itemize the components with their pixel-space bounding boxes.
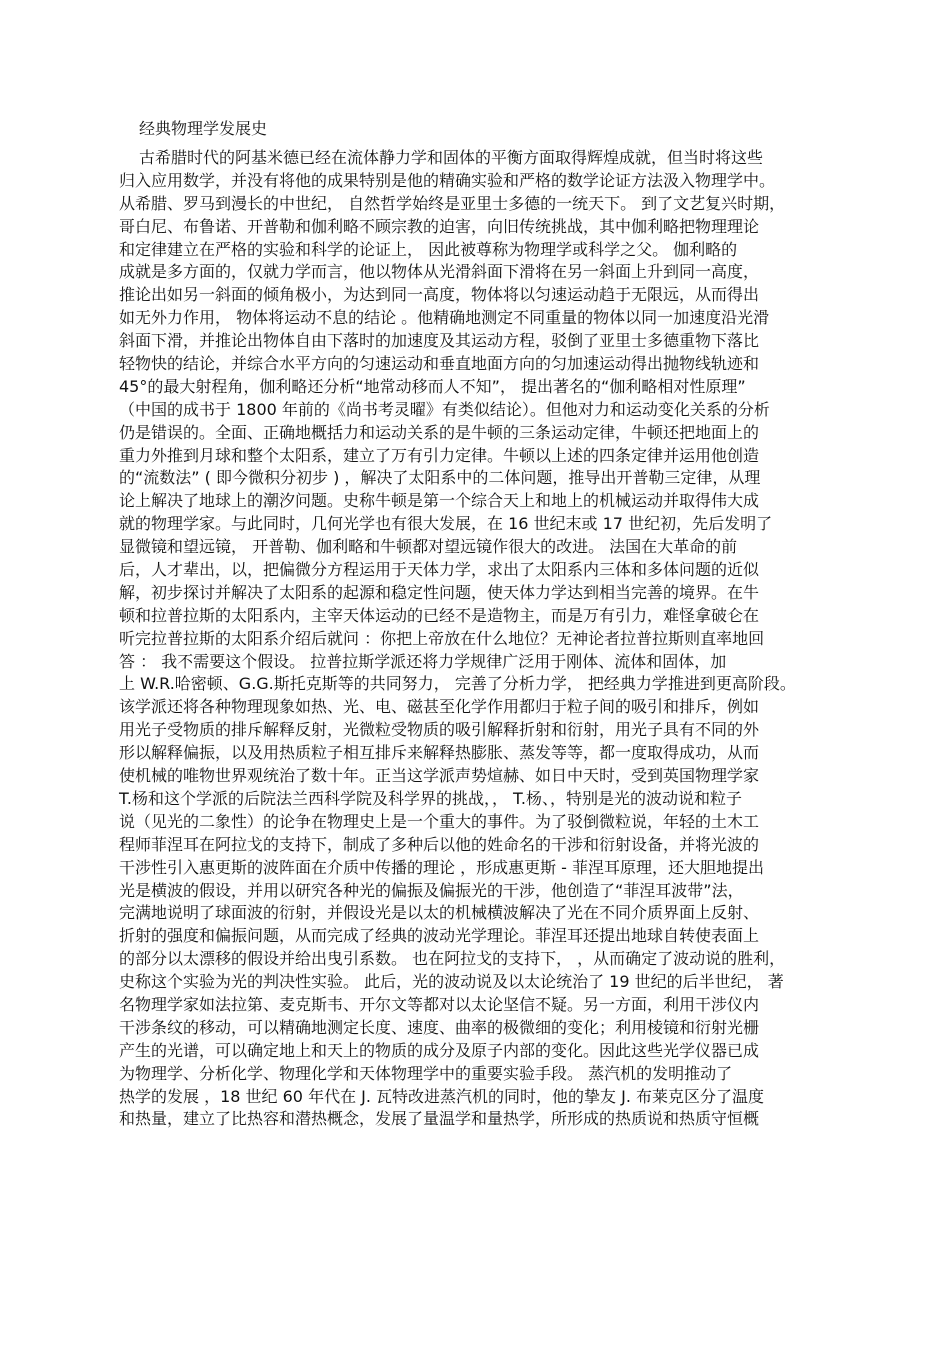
text-line: 完满地说明了球面波的衍射，并假设光是以太的机械横波解决了光在不同介质界面上反射、 <box>119 903 760 923</box>
text-line: 从希腊、罗马到漫长的中世纪， 自然哲学始终是亚里士多德的一统天下。 到了文艺复兴时期， <box>119 193 786 213</box>
text-line: 使机械的唯物世界观统治了数十年。正当这学派声势煊赫、如日中天时，受到英国物理学家 <box>119 766 760 786</box>
text-line: 热学的发展 ，18 世纪 60 年代在 J. 瓦特改进蒸汽机的同时，他的挚友 J. 布莱克区分了温度 <box>119 1086 765 1106</box>
text-line: 如无外力作用， 物体将运动不息的结论 。他精确地测定不同重量的物体以同一加速度沿光滑 <box>119 308 770 328</box>
text-line: 归入应用数学，并没有将他的成果特别是他的精确实验和严格的数学论证方法汲入物理学中。 <box>119 170 776 190</box>
text-line: 光是横波的假设，并用以研究各种光的偏振及偏振光的干涉，他创造了“菲涅耳波带”法， <box>119 880 744 900</box>
text-line: 程师菲涅耳在阿拉戈的支持下，制成了多种后以他的姓命名的干涉和衍射设备，并将光波的 <box>119 834 760 854</box>
text-line: 哥白尼、布鲁诺、开普勒和伽利略不顾宗教的迫害，向旧传统挑战，其中伽利略把物理理论 <box>119 216 760 236</box>
text-line: 和定律建立在严格的实验和科学的论证上， 因此被尊称为物理学或科学之父。 伽利略的 <box>119 239 738 259</box>
text-line: 产生的光谱，可以确定地上和天上的物质的成分及原子内部的变化。因此这些光学仪器已成 <box>119 1040 760 1060</box>
text-line: 重力外推到月球和整个太阳系，建立了万有引力定律。牛顿以上述的四条定律并运用他创造 <box>119 445 760 465</box>
text-line: 成就是多方面的，仅就力学而言，他以物体从光滑斜面下滑将在另一斜面上升到同一高度， <box>119 262 760 282</box>
text-line: T.杨和这个学派的后院法兰西科学院及科学界的挑战，， T.杨、，特别是光的波动说和粒子 <box>119 788 743 808</box>
text-line: 解，初步探讨并解决了太阳系的起源和稳定性问题，使天体力学达到相当完善的境界。在牛 <box>119 582 760 602</box>
text-line: 斜面下滑，并推论出物体自由下落时的加速度及其运动方程，驳倒了亚里士多德重物下落比 <box>119 331 760 351</box>
text-line: 上 W.R.哈密顿、G.G.斯托克斯等的共同努力， 完善了分析力学， 把经典力学推进到更高阶段。 <box>119 674 796 694</box>
text-line: 古希腊时代的阿基米德已经在流体静力学和固体的平衡方面取得辉煌成就，但当时将这些 <box>139 148 764 167</box>
text-line: （中国的成书于 1800 年前的《尚书考灵曜》有类似结论）。但他对力和运动变化关系的分析 <box>119 399 770 419</box>
text-line: 仍是错误的。全面、正确地概括力和运动关系的是牛顿的三条运动定律，牛顿还把地面上的 <box>119 422 760 442</box>
text-line: 折射的强度和偏振问题，从而完成了经典的波动光学理论。菲涅耳还提出地球自转使表面上 <box>119 926 760 946</box>
text-line: 干涉性引入惠更斯的波阵面在介质中传播的理论 ，形成惠更斯 - 菲涅耳原理，还大胆地提出 <box>119 857 765 877</box>
text-line: 用光子受物质的排斥解释反射，光微粒受物质的吸引解释折射和衍射，用光子具有不同的外 <box>119 720 760 740</box>
text-line: 推论出如另一斜面的倾角极小，为达到同一高度，物体将以匀速运动趋于无限远，从而得出 <box>119 285 760 305</box>
text-line: 史称这个实验为光的判决性实验。 此后，光的波动说及以太论统治了 19 世纪的后半世纪， 著 <box>119 972 784 992</box>
text-line: 该学派还将各种物理现象如热、光、电、磁甚至化学作用都归于粒子间的吸引和排斥，例如 <box>119 697 760 717</box>
text-line: 顿和拉普拉斯的太阳系内，主宰天体运动的已经不是造物主，而是万有引力，难怪拿破仑在 <box>119 605 760 625</box>
text-line: 轻物快的结论，并综合水平方向的匀速运动和垂直地面方向的匀加速运动得出抛物线轨迹和 <box>119 354 760 374</box>
text-line: 就的物理学家。与此同时，几何光学也有很大发展，在 16 世纪末或 17 世纪初，先后发明了 <box>119 514 773 534</box>
text-line: 听完拉普拉斯的太阳系介绍后就问 ：你把上帝放在什么地位？无神论者拉普拉斯则直率地回 <box>119 628 765 648</box>
text-line: 和热量，建立了比热容和潜热概念，发展了量温学和量热学，所形成的热质说和热质守恒概 <box>119 1109 760 1129</box>
text-line: 说（见光的二象性）的论争在物理史上是一个重大的事件。为了驳倒微粒说，年轻的土木工 <box>119 811 760 831</box>
document-title: 经典物理学发展史 <box>139 119 268 138</box>
text-line: 的部分以太漂移的假设并给出曳引系数。 也在阿拉戈的支持下， ，从而确定了波动说的胜利， <box>119 949 786 969</box>
text-line: 后，人才辈出，以，把偏微分方程运用于天体力学，求出了太阳系内三体和多体问题的近似 <box>119 560 760 580</box>
text-line: 显微镜和望远镜， 开普勒、伽利略和牛顿都对望远镜作很大的改进。 法国在大革命的前 <box>119 537 738 557</box>
text-line: 为物理学、分析化学、物理化学和天体物理学中的重要实验手段。 蒸汽机的发明推动了 <box>119 1063 733 1083</box>
text-line: 名物理学家如法拉第、麦克斯韦、开尔文等都对以太论坚信不疑。另一方面，利用干涉仪内 <box>119 994 760 1014</box>
text-line: 的“流数法” ( 即今微积分初步 ) ，解决了太阳系中的二体问题，推导出开普勒三定律，从理 <box>119 468 761 488</box>
document-body <box>119 147 889 1131</box>
text-line: 论上解决了地球上的潮汐问题。史称牛顿是第一个综合天上和地上的机械运动并取得伟大成 <box>119 491 760 511</box>
text-line: 答 ： 我不需要这个假设。 拉普拉斯学派还将力学规律广泛用于刚体、流体和固体，加 <box>119 651 727 671</box>
text-line: 干涉条纹的移动，可以精确地测定长度、速度、曲率的极微细的变化；利用棱镜和衍射光栅 <box>119 1017 760 1037</box>
text-line: 形以解释偏振，以及用热质粒子相互排斥来解释热膨胀、蒸发等等，都一度取得成功，从而 <box>119 743 760 763</box>
text-line: 45°的最大射程角，伽利略还分析“地常动移而人不知”， 提出著名的“伽利略相对性原理” <box>119 376 746 396</box>
